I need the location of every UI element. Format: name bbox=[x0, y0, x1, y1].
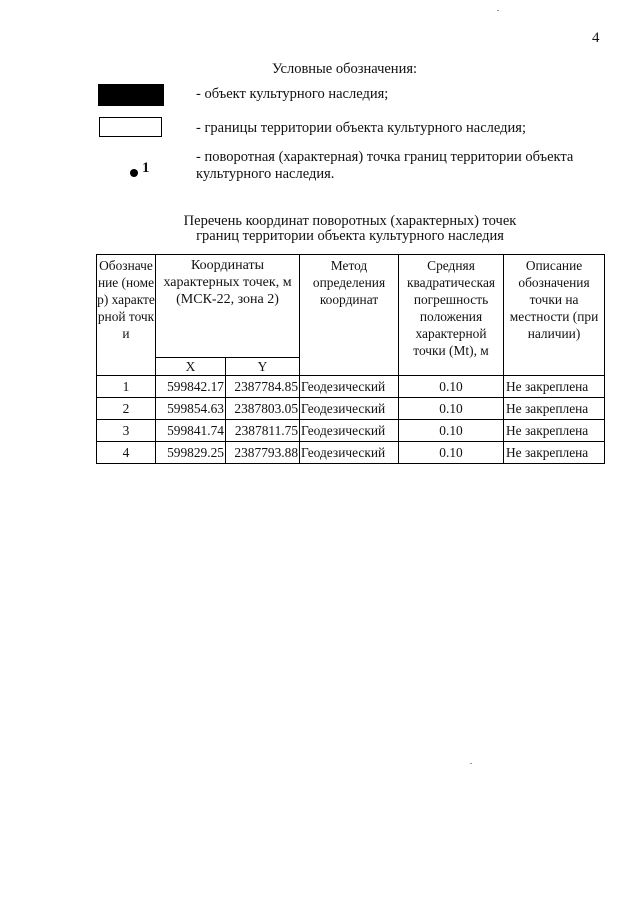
cell-description: Не закреплена bbox=[504, 398, 605, 420]
cell-error: 0.10 bbox=[399, 376, 504, 398]
cell-y: 2387811.75 bbox=[226, 420, 300, 442]
legend-item-turning-point: - поворотная (характерная) точка границ территории объекта культурного наследия. bbox=[196, 149, 574, 182]
page-number: 4 bbox=[592, 30, 600, 46]
header-designation: Обозначение (номер) характерной точки bbox=[97, 255, 156, 376]
point-dot-icon bbox=[130, 169, 138, 177]
table-row bbox=[97, 420, 605, 442]
cell-num: 2 bbox=[97, 398, 156, 420]
legend-item-heritage-object: - объект культурного наследия; bbox=[196, 86, 389, 102]
header-description: Описание обозначения точки на местности (при наличии) bbox=[504, 255, 605, 376]
table-row bbox=[97, 398, 605, 420]
cell-y: 2387803.05 bbox=[226, 398, 300, 420]
cell-num: 4 bbox=[97, 442, 156, 464]
cell-method: Геодезический bbox=[300, 376, 399, 398]
cell-x: 599854.63 bbox=[156, 398, 226, 420]
cell-method: Геодезический bbox=[300, 398, 399, 420]
heritage-object-symbol bbox=[98, 84, 164, 106]
table-row bbox=[97, 376, 605, 398]
cell-method: Геодезический bbox=[300, 420, 399, 442]
cell-error: 0.10 bbox=[399, 398, 504, 420]
coordinates-table bbox=[96, 254, 605, 464]
turning-point-symbol bbox=[130, 160, 150, 177]
header-y: Y bbox=[226, 358, 300, 376]
cell-x: 599842.17 bbox=[156, 376, 226, 398]
point-symbol-label: 1 bbox=[142, 160, 150, 176]
legend-title: Условные обозначения: bbox=[272, 61, 418, 77]
cell-description: Не закреплена bbox=[504, 420, 605, 442]
table-title-line-1: Перечень координат поворотных (характерных) точек bbox=[183, 213, 517, 229]
header-method: Метод определения координат bbox=[300, 255, 399, 376]
scan-speck bbox=[497, 10, 499, 11]
table-title-line-2: границ территории объекта культурного наследия bbox=[196, 228, 504, 244]
cell-error: 0.10 bbox=[399, 442, 504, 464]
table-title bbox=[96, 214, 604, 244]
cell-method: Геодезический bbox=[300, 442, 399, 464]
cell-y: 2387784.85 bbox=[226, 376, 300, 398]
cell-description: Не закреплена bbox=[504, 442, 605, 464]
cell-x: 599829.25 bbox=[156, 442, 226, 464]
cell-description: Не закреплена bbox=[504, 376, 605, 398]
legend-item-territory-boundary: - границы территории объекта культурного наследия; bbox=[196, 120, 526, 136]
table-row bbox=[97, 442, 605, 464]
header-error: Средняя квадратическая погрешность положения характерной точки (Mt), м bbox=[399, 255, 504, 376]
cell-num: 1 bbox=[97, 376, 156, 398]
cell-error: 0.10 bbox=[399, 420, 504, 442]
territory-boundary-symbol bbox=[99, 117, 162, 137]
header-coordinates: Координаты характерных точек, м (МСК-22, зона 2) bbox=[156, 255, 300, 358]
cell-y: 2387793.88 bbox=[226, 442, 300, 464]
scan-speck bbox=[470, 763, 472, 764]
cell-x: 599841.74 bbox=[156, 420, 226, 442]
header-x: X bbox=[156, 358, 226, 376]
cell-num: 3 bbox=[97, 420, 156, 442]
